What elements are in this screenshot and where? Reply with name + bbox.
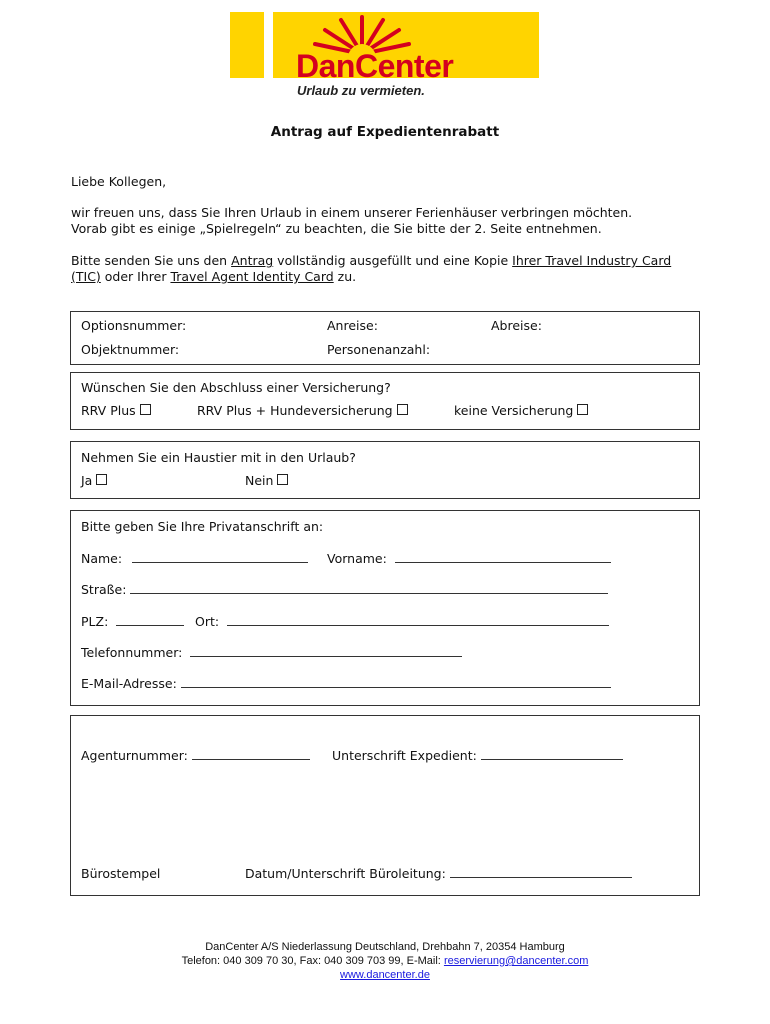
insurance-option-rrv-dog[interactable] — [197, 403, 408, 418]
city-label: Ort: — [195, 614, 220, 629]
zip-field[interactable] — [81, 614, 184, 629]
agent-number-field[interactable] — [81, 748, 310, 763]
insurance-option-rrv-label: RRV Plus — [81, 403, 136, 418]
insurance-option-none-label: keine Versicherung — [454, 403, 574, 418]
footer — [0, 940, 770, 982]
footer-phone-fax: Telefon: 040 309 70 30, Fax: 040 309 703 99, E-Mail: — [181, 955, 444, 967]
pet-option-yes-label: Ja — [81, 473, 93, 488]
footer-website-link[interactable]: www.dancenter.de — [340, 969, 430, 981]
tic-link-abbr[interactable]: (TIC) — [71, 269, 101, 284]
checkbox[interactable] — [96, 474, 107, 485]
intro-line-1: wir freuen uns, dass Sie Ihren Urlaub in einem unserer Ferienhäuser verbringen möchten. — [71, 205, 633, 220]
pet-option-no[interactable] — [245, 473, 288, 488]
tic-link[interactable]: Ihrer Travel Industry Card — [512, 253, 672, 268]
phone-field[interactable] — [81, 645, 462, 660]
pet-option-yes[interactable] — [81, 473, 107, 488]
page-title: Antrag auf Expedientenrabatt — [270, 124, 500, 140]
agent-signature-input-line[interactable] — [481, 749, 623, 760]
firstname-label: Vorname: — [327, 551, 387, 566]
pet-box — [70, 441, 700, 499]
insurance-option-rrv-dog-label: RRV Plus + Hundeversicherung — [197, 403, 393, 418]
checkbox[interactable] — [397, 404, 408, 415]
name-label: Name: — [81, 551, 123, 566]
booking-box — [70, 311, 700, 365]
insurance-option-rrv[interactable] — [81, 403, 151, 418]
intro-text — [71, 205, 711, 237]
street-field[interactable] — [81, 582, 608, 597]
arrival-label: Anreise: — [327, 318, 378, 333]
antrag-link[interactable]: Antrag — [231, 253, 274, 268]
request-part-1: Bitte senden Sie uns den — [71, 253, 232, 268]
zip-label: PLZ: — [81, 614, 109, 629]
request-part-3: oder Ihrer — [100, 269, 171, 284]
office-signature-label: Datum/Unterschrift Büroleitung: — [245, 866, 446, 881]
footer-address: DanCenter A/S Niederlassung Deutschland, Drehbahn 7, 20354 Hamburg — [205, 941, 565, 953]
name-field[interactable] — [81, 551, 308, 566]
checkbox[interactable] — [140, 404, 151, 415]
agent-signature-field[interactable] — [332, 748, 623, 763]
departure-label: Abreise: — [491, 318, 542, 333]
request-text — [71, 253, 711, 285]
agent-number-input-line[interactable] — [192, 749, 310, 760]
phone-label: Telefonnummer: — [81, 645, 183, 660]
brand-logo-text: DanCenter — [296, 48, 454, 84]
footer-contact — [0, 954, 770, 968]
persons-label: Personenanzahl: — [327, 342, 431, 357]
city-field[interactable] — [195, 614, 609, 629]
greeting: Liebe Kollegen, — [71, 174, 167, 189]
insurance-option-none[interactable] — [454, 403, 588, 418]
email-input-line[interactable] — [181, 677, 611, 688]
agent-card-link[interactable]: Travel Agent Identity Card — [170, 269, 334, 284]
email-field[interactable] — [81, 676, 611, 691]
name-input-line[interactable] — [132, 552, 308, 563]
agent-number-label: Agenturnummer: — [81, 748, 188, 763]
office-signature-field[interactable] — [245, 866, 632, 881]
intro-line-2: Vorab gibt es einige „Spielregeln“ zu beachten, die Sie bitte der 2. Seite entnehmen. — [71, 221, 602, 236]
option-number-label: Optionsnummer: — [81, 318, 187, 333]
zip-input-line[interactable] — [116, 615, 184, 626]
logo-bar-left — [230, 12, 264, 78]
phone-input-line[interactable] — [190, 646, 462, 657]
agency-box — [70, 715, 700, 896]
checkbox[interactable] — [577, 404, 588, 415]
insurance-box — [70, 372, 700, 430]
address-heading: Bitte geben Sie Ihre Privatanschrift an: — [81, 519, 324, 534]
insurance-question: Wünschen Sie den Abschluss einer Versicherung? — [81, 380, 391, 395]
office-signature-input-line[interactable] — [450, 867, 632, 878]
request-part-4: zu. — [333, 269, 357, 284]
firstname-field[interactable] — [327, 551, 611, 566]
brand-tagline: Urlaub zu vermieten. — [297, 83, 425, 98]
firstname-input-line[interactable] — [395, 552, 611, 563]
agent-signature-label: Unterschrift Expedient: — [332, 748, 477, 763]
request-part-2: vollständig ausgefüllt und eine Kopie — [273, 253, 513, 268]
street-label: Straße: — [81, 582, 127, 597]
office-stamp-label: Bürostempel — [81, 866, 161, 881]
checkbox[interactable] — [277, 474, 288, 485]
object-number-label: Objektnummer: — [81, 342, 180, 357]
address-box — [70, 510, 700, 706]
footer-email-link[interactable]: reservierung@dancenter.com — [443, 955, 589, 967]
street-input-line[interactable] — [130, 583, 608, 594]
email-label: E-Mail-Adresse: — [81, 676, 177, 691]
pet-option-no-label: Nein — [245, 473, 274, 488]
city-input-line[interactable] — [227, 615, 609, 626]
pet-question: Nehmen Sie ein Haustier mit in den Urlaub? — [81, 450, 356, 465]
